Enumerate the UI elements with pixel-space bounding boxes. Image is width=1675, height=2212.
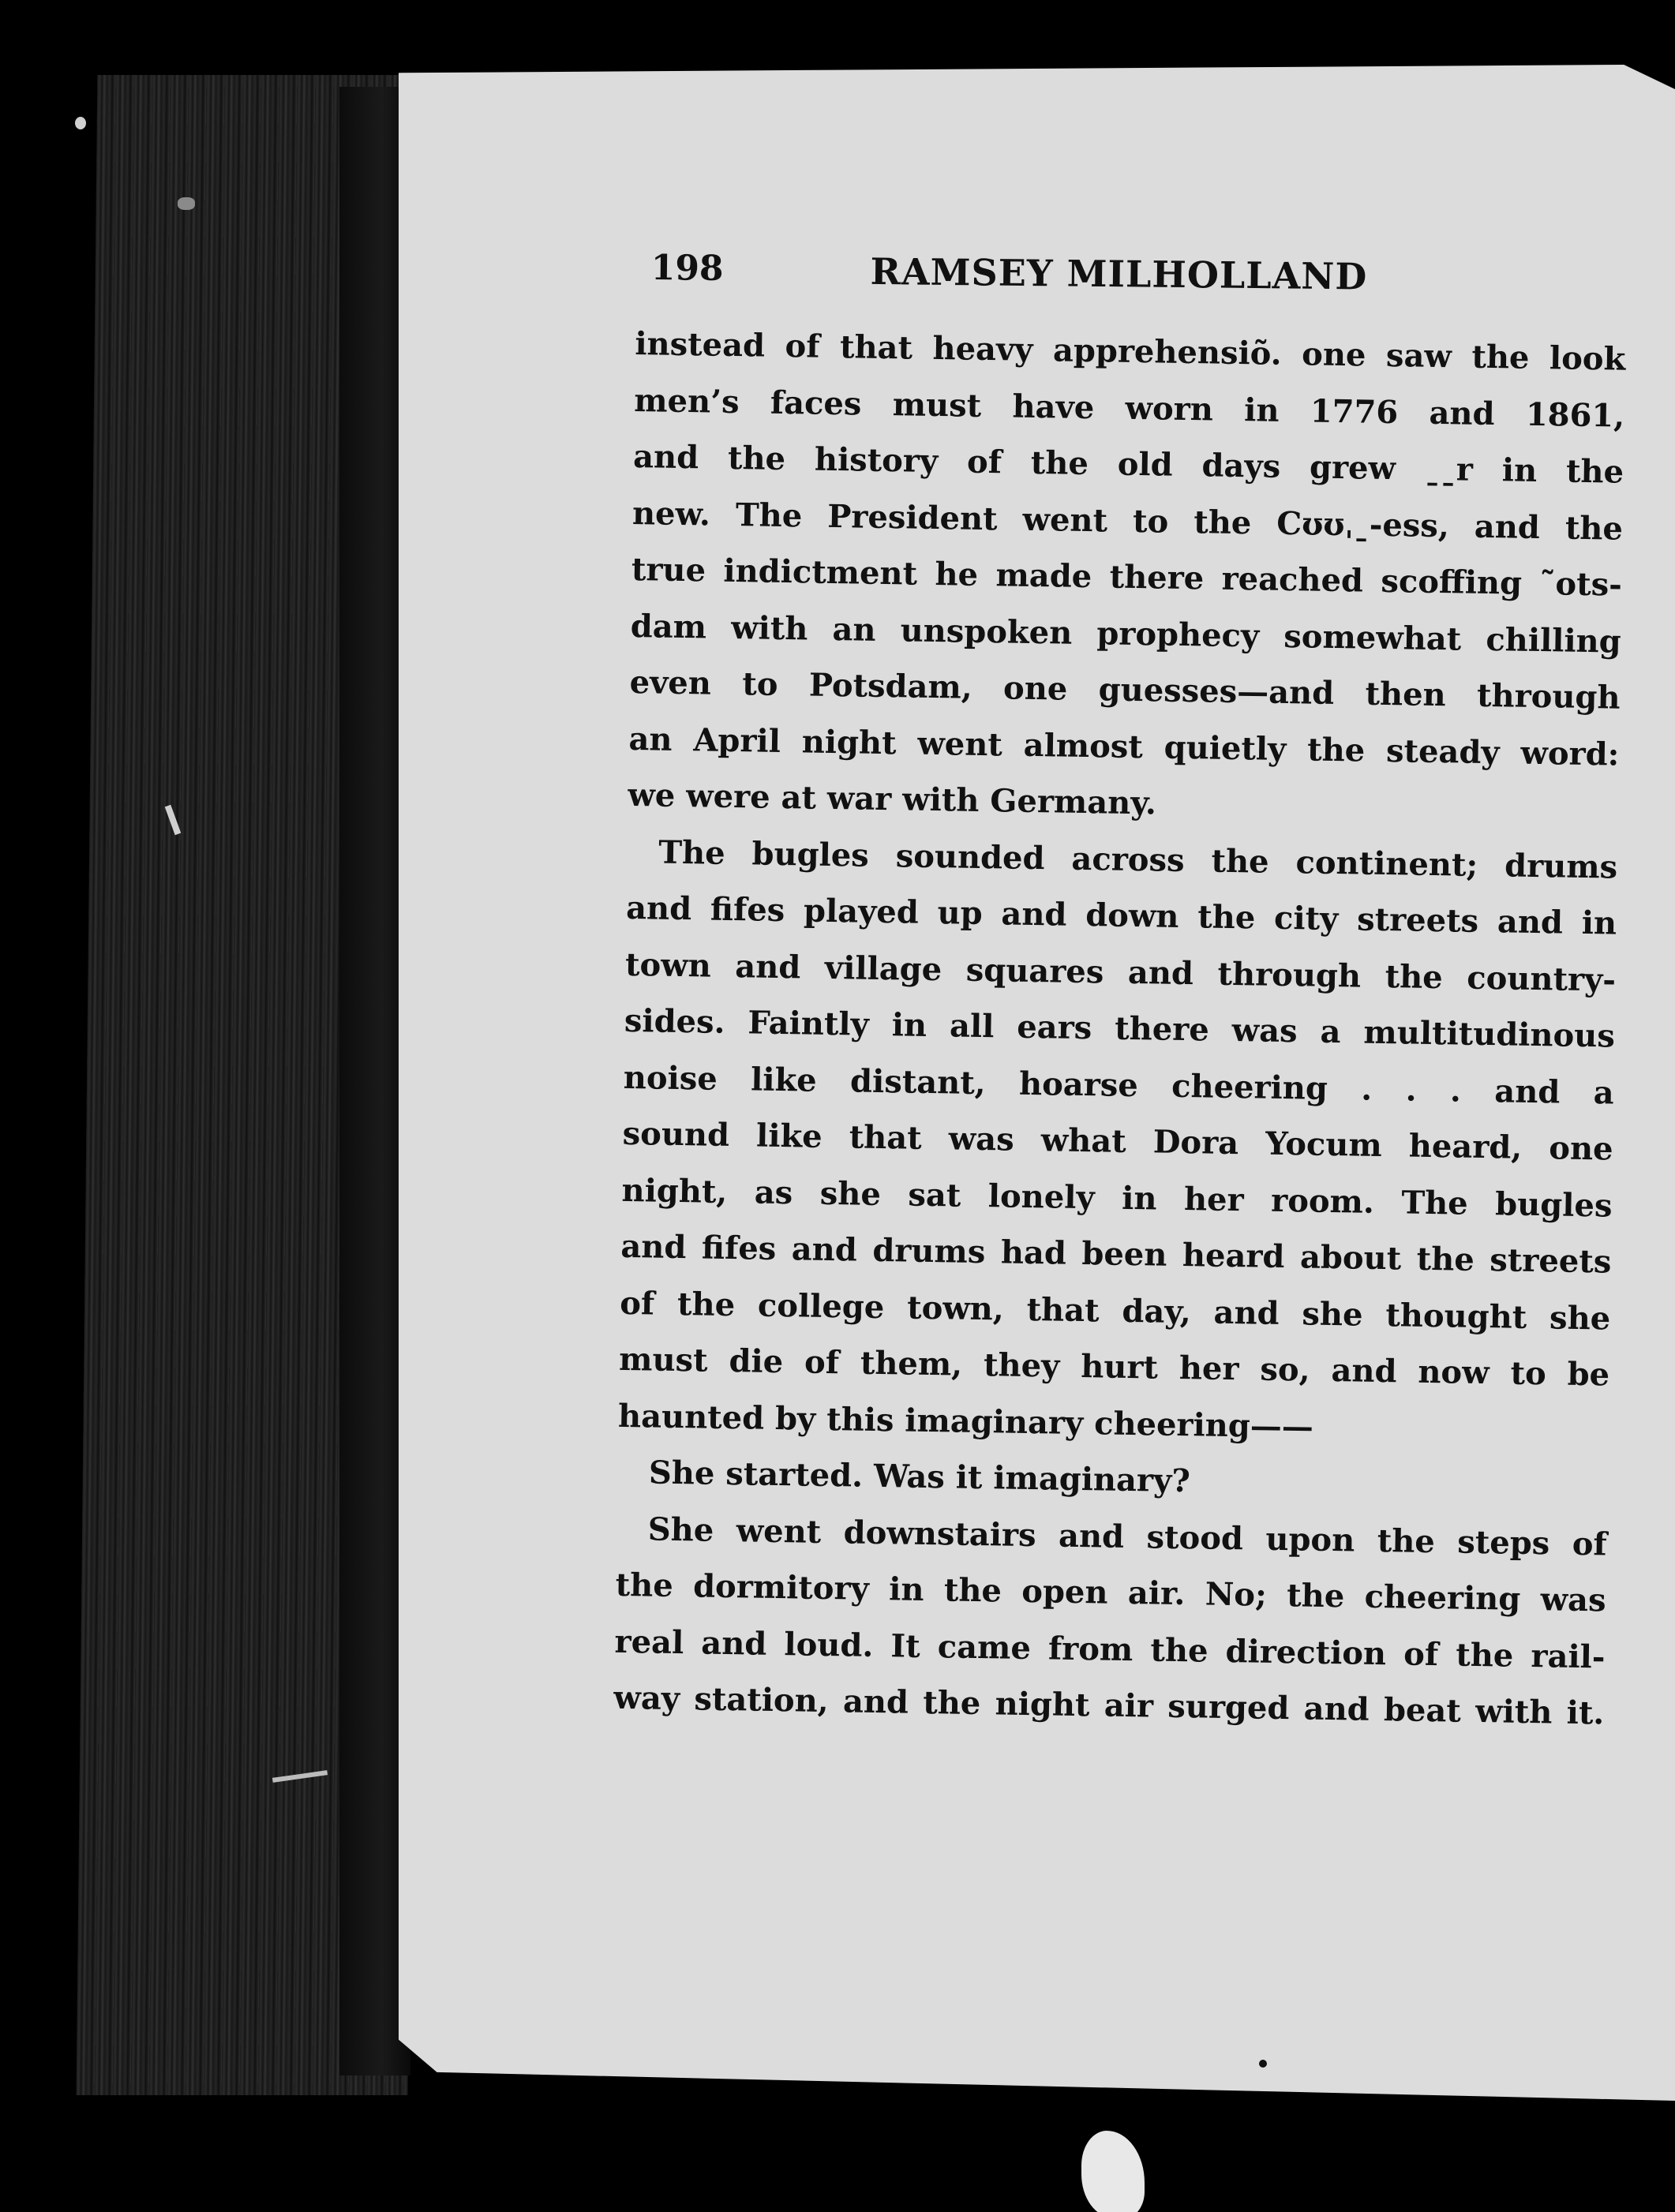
text-line: and the history of the old days grew ˍˍr in the — [632, 437, 1624, 491]
scan-artifact — [1081, 2131, 1145, 2212]
text-line: instead of that heavy apprehensiõ. one saw the look — [635, 324, 1626, 378]
text-line: an April night went almost quietly the steady word: — [628, 720, 1620, 773]
page-content — [399, 65, 1675, 2101]
ink-speck — [1259, 2060, 1267, 2068]
paragraph-2 — [618, 823, 1618, 1459]
text-line: and fifes and drums had been heard about the streets — [620, 1227, 1612, 1281]
text-line: true indictment he made there reached scoffing ˜ots- — [631, 550, 1623, 604]
text-line: the dormitory in the open air. No; the cheering was — [615, 1566, 1606, 1619]
text-line: and fifes played up and down the city streets and in — [625, 889, 1617, 942]
text-line: must die of them, they hurt her so, and now to be — [618, 1340, 1610, 1394]
text-line: even to Potsdam, one guesses—and then through — [629, 663, 1621, 717]
text-line: real and loud. It came from the direction of the rail- — [614, 1623, 1606, 1676]
page-number: 198 — [650, 248, 724, 289]
text-line: sides. Faintly in all ears there was a multitudinous — [624, 1001, 1616, 1055]
text-line: town and village squares and through the country- — [624, 945, 1617, 999]
text-line: She started. Was it imaginary? — [648, 1454, 1191, 1500]
text-line: way station, and the night air surged and beat with it. — [613, 1679, 1605, 1732]
text-line: dam with an unspoken prophecy somewhat chilling — [630, 607, 1622, 661]
text-line: The bugles sounded across the continent; drums — [658, 833, 1618, 886]
text-line: noise like distant, hoarse cheering . . . and a — [623, 1058, 1615, 1112]
running-header — [650, 248, 1472, 298]
text-line: sound like that was what Dora Yocum heard, one — [622, 1114, 1613, 1168]
dust-speck — [178, 197, 195, 210]
body-text — [613, 316, 1626, 1742]
text-line: of the college town, that day, and she thought she — [619, 1284, 1611, 1338]
text-line: She went downstairs and stood upon the steps of — [647, 1510, 1608, 1563]
running-title: RAMSEY MILHOLLAND — [870, 249, 1368, 298]
text-line: we were at war with Germany. — [628, 776, 1157, 822]
dust-speck — [75, 117, 86, 129]
text-line: haunted by this imaginary cheering—— — [617, 1397, 1314, 1446]
paragraph-4 — [613, 1500, 1607, 1742]
text-line: new. The President went to the Cʊʊˌˍ-ess, and the — [631, 494, 1624, 548]
text-line: men’s faces must have worn in 1776 and 1861, — [633, 381, 1625, 435]
text-line: night, as she sat lonely in her room. The bugles — [621, 1171, 1613, 1225]
paragraph-1 — [628, 316, 1626, 839]
